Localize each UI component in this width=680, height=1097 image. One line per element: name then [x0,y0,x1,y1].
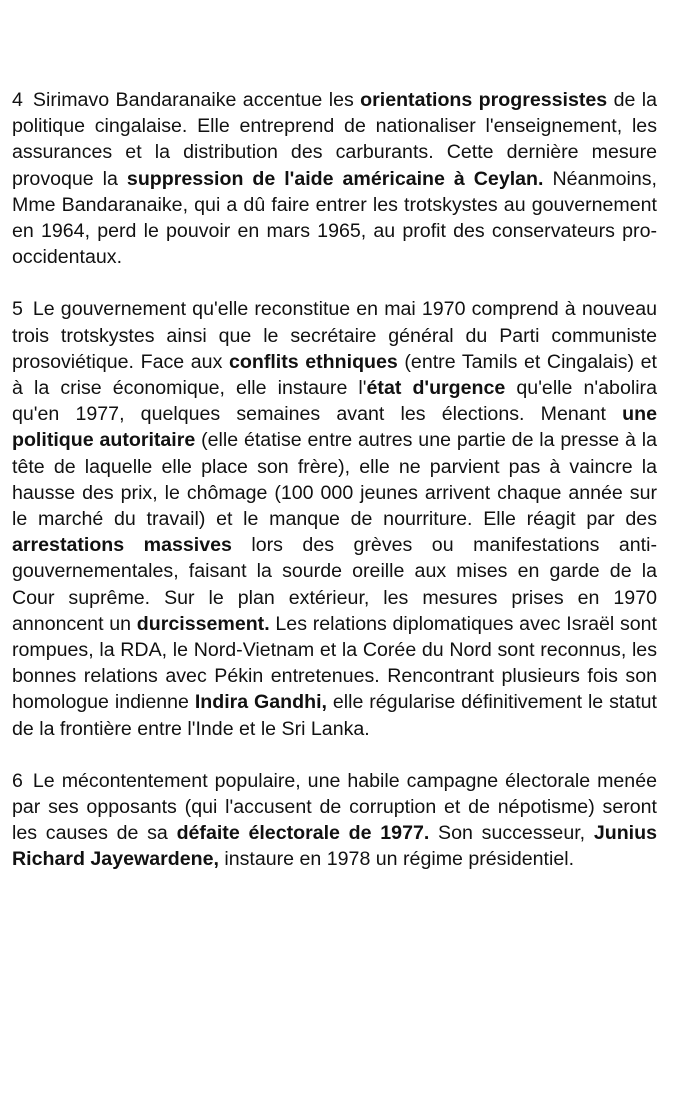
bold-phrase: une politique autoritaire [12,403,657,452]
text-segment: Néanmoins, Mme Bandaranaike, qui a dû faire entrer les trotskystes au gouvernement en 1964, perd le pouvoir en mars 1965, au profit des conservateurs pro-occidentaux. [12,167,657,269]
bold-phrase: durcissement. [136,612,270,635]
text-segment: (entre Tamils et Cingalais) et à la crise économique, elle instaure l' [12,350,657,400]
text-segment: lors des grèves ou manifestations anti-gouvernementales, faisant la sourde oreille aux mises en garde de la Cour suprême. Sur le plan extérieur, les mesures prises en 1970 annoncent un [12,534,658,635]
bold-phrase: Junius Richard Jayewardene, [12,822,657,871]
paragraph-number: 6 [12,769,23,792]
bold-phrase: Indira Gandhi, [194,691,327,714]
text-segment: Le mécontentement populaire, une habile campagne électorale menée par ses opposants (qui l'accusent de corruption et de népotisme) seront les causes de sa [12,769,657,845]
paragraph-4 [12,87,657,270]
paragraph-number: 5 [12,298,23,321]
text-segment: Sirimavo Bandaranaike accentue les [32,89,361,111]
paragraph-5 [12,296,657,741]
document-page [12,87,657,899]
bold-phrase: défaite électorale de 1977. [176,822,430,845]
text-segment: qu'elle n'abolira qu'en 1977, quelques semaines avant les élections. Menant [12,377,657,426]
paragraph-6 [12,768,657,873]
paragraph-number: 4 [12,89,23,111]
text-segment: Le gouvernement qu'elle reconstitue en mai 1970 comprend à nouveau trois trotskystes ainsi que le secrétaire général du Parti communiste prosoviétique. Face aux [12,298,657,373]
text-segment: elle régularise définitivement le statut de la frontière entre l'Inde et le Sri Lanka. [12,691,657,740]
bold-phrase: arrestations massives [12,534,232,557]
text-segment: instaure en 1978 un régime présidentiel. [218,848,575,871]
text-segment: de la politique cingalaise. Elle entreprend de nationaliser l'enseignement, les assurances et la distribution des carburants. Cette dernière mesure provoque la [12,89,657,190]
text-segment: Les relations diplomatiques avec Israël sont rompues, la RDA, le Nord-Vietnam et la Corée du Nord sont reconnus, les bonnes relations avec Pékin entretenues. Rencontrant plusieurs fois son homologue indienne [12,612,657,714]
bold-phrase: état d'urgence [366,377,506,400]
bold-phrase: conflits ethniques [228,350,398,373]
bold-phrase: suppression de l'aide américaine à Ceylan. [126,167,544,190]
bold-phrase: orientations progressistes [360,89,608,111]
text-segment: (elle étatise entre autres une partie de la presse à la tête de laquelle elle place son frère), elle ne parvient pas à vaincre la hausse des prix, le chômage (100 000 jeunes arrivent chaque année sur le marché du travail) et le manque de nourriture. Elle réagit par des [12,429,657,531]
text-segment: Son successeur, [429,822,594,845]
